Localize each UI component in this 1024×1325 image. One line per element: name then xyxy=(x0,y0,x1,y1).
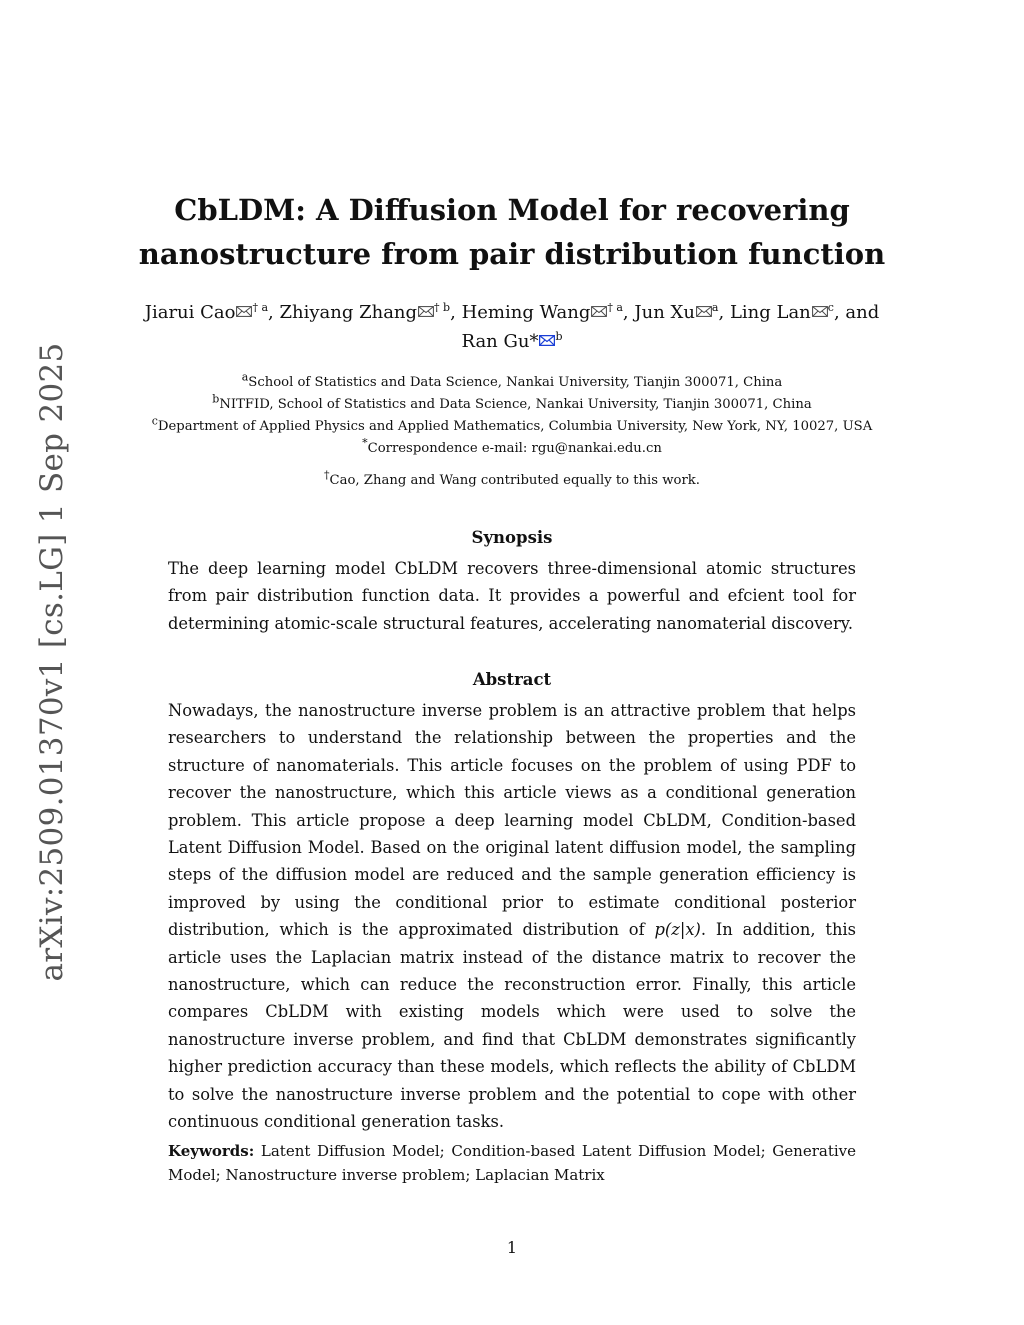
author-separator: , xyxy=(450,302,456,323)
keywords-label: Keywords: xyxy=(168,1142,255,1160)
mail-icon[interactable] xyxy=(696,306,712,317)
mail-icon[interactable] xyxy=(591,306,607,317)
author-marks: † a xyxy=(607,301,623,314)
paper-title-line-1: CbLDM: A Diffusion Model for recovering xyxy=(174,193,850,227)
mail-icon[interactable] xyxy=(812,306,828,317)
author-separator: , and xyxy=(833,302,880,323)
affiliation-mark: a xyxy=(241,370,249,384)
abstract-text-part-2: . In addition, this article uses the Laplacian matrix instead of the distance matrix to recover the nanostructure, which can reduce the reconstruction error. Finally, this article compares CbLDM with existing models which were used to solve the nanostructure inverse problem, and find that CbLDM demonstrates significantly higher prediction accuracy than these models, which reflects the ability of CbLDM to solve the nanostructure inverse problem and the potential to cope with other continuous conditional generation tasks. xyxy=(168,920,856,1132)
author-name: Jiarui Cao xyxy=(144,302,236,323)
author-marks: b xyxy=(555,330,563,343)
affiliation-c xyxy=(0,416,1024,438)
affiliation-text: NITFID, School of Statistics and Data Science, Nankai University, Tianjin 300071, China xyxy=(219,397,812,412)
author-name: Ran Gu* xyxy=(461,331,539,352)
keywords-text: Latent Diffusion Model; Condition-based Latent Diffusion Model; Generative Model; Nanostructure inverse problem; Laplacian Matrix xyxy=(168,1142,856,1184)
affiliation-text: School of Statistics and Data Science, Nankai University, Tianjin 300071, China xyxy=(248,375,783,390)
abstract-text xyxy=(168,697,856,1136)
mail-icon[interactable] xyxy=(418,306,434,317)
author-name: Zhiyang Zhang xyxy=(279,302,418,323)
author-4 xyxy=(634,302,724,323)
keywords xyxy=(168,1139,856,1187)
author-marks: † b xyxy=(434,301,451,314)
author-1 xyxy=(145,302,274,323)
affiliation-a xyxy=(0,372,1024,394)
correspondence-mark: * xyxy=(362,436,368,450)
affiliation-mark: b xyxy=(212,392,220,406)
author-separator: , xyxy=(718,302,725,323)
author-name: Jun Xu xyxy=(634,302,695,323)
author-list xyxy=(110,298,914,356)
abstract-math: p(z|x) xyxy=(654,920,701,940)
author-marks: † a xyxy=(252,301,269,314)
equal-contribution-note xyxy=(0,470,1024,492)
page-number: 1 xyxy=(506,1238,518,1257)
author-name: Heming Wang xyxy=(461,302,591,323)
author-name: Ling Lan xyxy=(729,302,811,323)
arxiv-identifier: arXiv:2509.01370v1 [cs.LG] 1 Sep 2025 xyxy=(34,342,70,982)
author-separator: , xyxy=(268,302,274,323)
author-6-corresponding xyxy=(461,331,562,352)
author-3 xyxy=(462,302,629,323)
mail-icon-corresponding[interactable] xyxy=(539,335,555,346)
equal-contribution-text: Cao, Zhang and Wang contributed equally to this work. xyxy=(329,473,700,488)
correspondence-text: Correspondence e-mail: rgu@nankai.edu.cn xyxy=(367,441,662,456)
synopsis-text: The deep learning model CbLDM recovers three-dimensional atomic structures from pair distribution function data. It provides a powerful and efcient tool for determining atomic-scale structural features, accelerating nanomaterial discovery. xyxy=(168,559,856,633)
abstract-text-part-1: Nowadays, the nanostructure inverse problem is an attractive problem that helps researchers to understand the relationship between the properties and the structure of nanomaterials. This article focuses on the problem of using PDF to recover the nanostructure, which this article views as a conditional generation problem. This article propose a deep learning model CbLDM, Condition-based Latent Diffusion Model. Based on the original latent diffusion model, the sampling steps of the diffusion model are reduced and the sample generation efficiency is improved by using the conditional prior to estimate conditional posterior distribution, which is the approximated distribution of xyxy=(168,701,856,940)
affiliation-b xyxy=(0,394,1024,416)
affiliation-text: Department of Applied Physics and Applied Mathematics, Columbia University, New York, NY, 10027, USA xyxy=(157,419,873,434)
author-2 xyxy=(280,302,456,323)
mail-icon[interactable] xyxy=(236,306,252,317)
paper-title-line-2: nanostructure from pair distribution function xyxy=(138,237,886,271)
author-separator: , xyxy=(622,302,629,323)
author-marks: c xyxy=(827,301,834,314)
equal-contribution-mark: † xyxy=(324,468,330,482)
author-5 xyxy=(730,302,879,323)
author-marks: a xyxy=(711,301,719,314)
affiliation-mark: c xyxy=(151,414,158,428)
synopsis-heading: Synopsis xyxy=(471,528,553,547)
abstract-heading: Abstract xyxy=(472,670,552,689)
correspondence xyxy=(0,438,1024,460)
